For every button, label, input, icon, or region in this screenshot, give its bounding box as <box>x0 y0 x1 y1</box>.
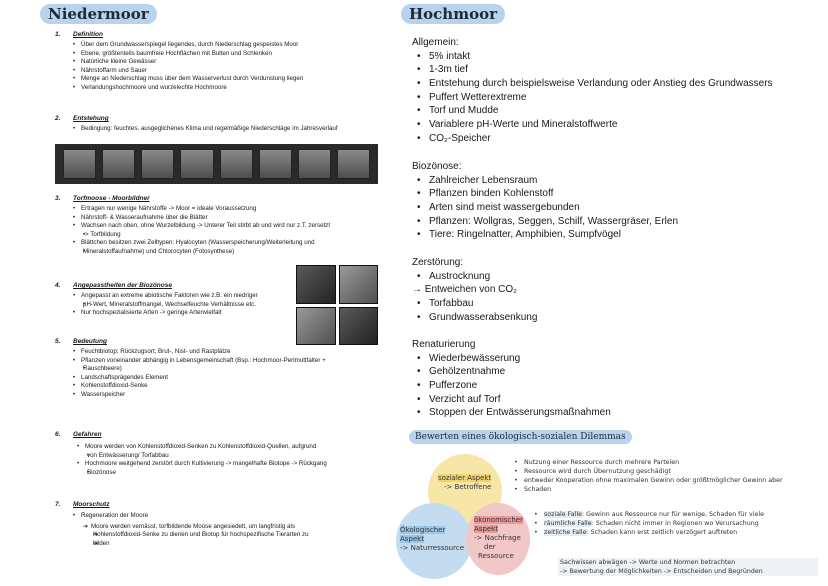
list-item: • 1-3m tief <box>417 63 812 77</box>
formation-stage-image <box>220 149 253 179</box>
list-item: • Arten sind meist wassergebunden <box>417 201 812 215</box>
list-item: • Torf und Mudde <box>417 104 812 118</box>
section-bedeutung <box>55 337 385 400</box>
list-item: • Menge an Niederschlag muss über dem Wasserverlust durch Verdunstung liegen <box>73 75 385 84</box>
list-item: • Grundwasserabsenkung <box>417 311 812 325</box>
list-item: • Variablere pH-Werte und Mineralstoffwerte <box>417 118 812 132</box>
moor-species-photo-grid <box>296 265 378 345</box>
summary-line-1: Sachwissen abwägen -> Werte und Normen betrachten <box>560 559 736 566</box>
list-item: • Torfabbau <box>417 297 812 311</box>
dilemma-fallen <box>534 510 824 537</box>
species-photo <box>296 265 336 304</box>
renaturierung-block <box>412 338 812 420</box>
formation-stage-image <box>298 149 331 179</box>
list-item: • Feuchtbiotop; Rückzugsort; Brut-, Nist- und Rastplätze <box>73 348 385 357</box>
dilemma-notes <box>514 458 824 494</box>
section-angepasstheiten <box>55 281 295 318</box>
summary-line-2: -> Bewertung der Möglichkeiten -> Entscheiden und Begründen <box>560 568 763 575</box>
list-item: • -> Torfbildung <box>83 231 385 240</box>
section-heading: Definition <box>73 31 103 38</box>
list-item: • Nährstoff- & Wasseraufnahme über die Blätter <box>73 214 385 223</box>
list-item: • Tiere: Ringelnatter, Amphibien, Sumpfvögel <box>417 228 812 242</box>
formation-stage-image <box>63 149 96 179</box>
sozial-label: sozialer Aspekt <box>438 474 492 482</box>
list-item: • Kohlenstoffdioxid-Senke <box>73 382 385 391</box>
falle-key: zeitliche Falle <box>544 529 587 536</box>
moorschutz-arrow-list <box>83 523 385 549</box>
list-item: • Moore werden von Kohlenstoffdioxid-Senken zu Kohlenstoffdioxid-Quellen, aufgrund <box>77 443 385 452</box>
falle-text: : Schaden kann erst zeitlich verzögert auftreten <box>586 529 738 536</box>
section-number: 1. <box>55 31 61 38</box>
list-item: • Verzicht auf Torf <box>417 393 812 407</box>
list-item: • Stoppen der Entwässerungsmaßnahmen <box>417 406 812 420</box>
zerstoerung-list <box>412 270 812 325</box>
falle-text: : Schaden nicht immer in Regionen wo Verursachung <box>591 520 759 527</box>
list-item: • Ebene, größtenteils baumfreie Hochflächen mit Bulten und Schlenken <box>73 50 385 59</box>
torfmoose-list <box>73 205 385 257</box>
bedeutung-list <box>73 348 385 400</box>
formation-stage-image <box>180 149 213 179</box>
biozoenose-block <box>412 160 812 242</box>
section-heading: Torfmoose - Moorbildner <box>73 195 150 202</box>
section-torfmoose <box>55 194 385 257</box>
falle-key: soziale Falle <box>544 511 582 518</box>
oeko-label-1: Ökologischer <box>400 526 446 534</box>
oekon-label-2: Aspekt <box>474 525 498 533</box>
list-item: • Schaden <box>514 485 824 494</box>
list-item: ➔ Moore werden vernässt, torfbildende Moose angesiedelt, um langfristig als <box>83 523 385 532</box>
section-number: 6. <box>55 431 61 438</box>
list-item: ➔ bilden <box>93 540 385 549</box>
moor-formation-image-strip <box>55 144 378 184</box>
moorschutz-list <box>73 512 385 521</box>
biozoenose-heading: Biozönose: <box>412 161 462 172</box>
renaturierung-heading: Renaturierung <box>412 339 476 350</box>
falle-key: räumliche Falle <box>544 520 592 527</box>
section-number: 4. <box>55 282 61 289</box>
oekon-label-1: ökonomischer <box>474 516 523 524</box>
list-item: • Angepasst an extreme abiotische Faktoren wie z.B. ein niedriger <box>73 292 295 301</box>
list-item: ➔ Kohlenstoffdioxid-Senke zu dienen und Biotop für hochspezifische Tierarten zu <box>93 531 385 540</box>
allgemein-block <box>412 36 812 145</box>
section-heading: Angepasstheiten der Biozönose <box>73 282 172 289</box>
section-number: 3. <box>55 195 61 202</box>
renaturierung-list <box>417 352 812 421</box>
list-item: • Nur hochspezialisierte Arten -> geringe Artenvielfalt <box>73 309 295 318</box>
zerstoerung-block <box>412 256 812 324</box>
list-item: • Landschaftsprägendes Element <box>73 374 385 383</box>
list-item: • Ressource wird durch Übernutzung geschädigt <box>514 467 824 476</box>
angepasstheiten-list <box>73 292 295 318</box>
oekon-sub-3: Ressource <box>478 552 514 560</box>
list-item: • Pflanzen voneinander abhängig in Lebensgemeinschaft (Bsp.: Hochmoor-Perlmuttfalter + <box>73 357 385 366</box>
species-photo <box>339 265 379 304</box>
list-item: • 5% intakt <box>417 50 812 64</box>
biozoenose-list <box>417 174 812 243</box>
list-item: • pH-Wert, Mineralstoffmangel, Wechselfeuchte Verhältnisse etc. <box>83 301 295 310</box>
formation-stage-image <box>141 149 174 179</box>
list-item: • Blättchen besitzen zwei Zelltypen: Hyalocyten (Wasserspeicherung/Weiterleitung und <box>73 239 385 248</box>
section-number: 2. <box>55 115 61 122</box>
list-item: • Zahlreicher Lebensraum <box>417 174 812 188</box>
list-item: • Ertragen nur wenige Nährstoffe -> Moor = ideale Voraussetzung <box>73 205 385 214</box>
list-item: • Puffert Wetterextreme <box>417 91 812 105</box>
oekon-sub-1: -> Nachfrage <box>474 534 521 542</box>
oeko-aspect-label <box>400 526 464 553</box>
list-item: → Entweichen von CO₂ <box>412 284 518 296</box>
oeko-sub: -> Naturressource <box>400 544 465 552</box>
section-entstehung <box>55 114 385 134</box>
dilemma-title: Bewerten eines ökologisch-sozialen Dilemmas <box>409 430 632 444</box>
section-heading: Bedeutung <box>73 338 107 345</box>
list-item: • Gehölzentnahme <box>417 365 812 379</box>
list-item <box>534 519 824 528</box>
list-item: • Pflanzen: Wollgras, Seggen, Schilf, Wassergräser, Erlen <box>417 215 812 229</box>
list-item: • Mineralstoffaufnahme) und Chlorocyten (Fotosynthese) <box>83 248 385 257</box>
list-item <box>534 510 824 519</box>
oekon-aspect-label <box>474 516 523 561</box>
list-item: • Bedingung: feuchtes, ausgeglichenes Klima und regelmäßige Niederschläge im Jahresverlauf <box>73 125 385 134</box>
list-item: • Regeneration der Moore <box>73 512 385 521</box>
section-number: 5. <box>55 338 61 345</box>
falle-text: : Gewinn aus Ressource nur für wenige, Schaden für viele <box>581 511 764 518</box>
list-item: • Verlandungshochmoore und wurzelechte Hochmoore <box>73 84 385 93</box>
oekon-sub-2: der <box>484 543 496 551</box>
oeko-label-2: Aspekt <box>400 535 424 543</box>
zerstoerung-heading: Zerstörung: <box>412 257 464 268</box>
dilemma-summary <box>558 558 818 576</box>
list-item: • Wiederbewässerung <box>417 352 812 366</box>
formation-stage-image <box>337 149 370 179</box>
section-gefahren <box>55 430 385 477</box>
hochmoor-title: Hochmoor <box>401 4 505 24</box>
list-item: • Pufferzone <box>417 379 812 393</box>
list-item: • Nutzung einer Ressource durch mehrere Parteien <box>514 458 824 467</box>
list-item: • Nährstoffarm und Sauer <box>73 67 385 76</box>
gefahren-list <box>77 443 385 477</box>
section-moorschutz <box>55 500 385 548</box>
list-item: • Wachsen nach oben, ohne Wurzelbildung -> Unterer Teil stirbt ab und wird nur z.T. zersetzt <box>73 222 385 231</box>
list-item: • Entstehung durch beispielsweise Verlandung oder Anstieg des Grundwassers <box>417 77 812 91</box>
niedermoor-title: Niedermoor <box>40 4 157 24</box>
entstehung-list <box>73 125 385 134</box>
allgemein-heading: Allgemein: <box>412 37 459 48</box>
list-item: • Natürliche kleine Gewässer <box>73 58 385 67</box>
list-item: • Rauschbeere) <box>83 365 385 374</box>
list-item: • Austrocknung <box>417 270 812 284</box>
list-item: • CO₂-Speicher <box>417 132 812 146</box>
allgemein-list <box>417 50 812 146</box>
section-number: 7. <box>55 501 61 508</box>
section-heading: Gefahren <box>73 431 102 438</box>
list-item: • von Entwässerung/ Torfabbau <box>87 452 385 461</box>
section-heading: Entstehung <box>73 115 109 122</box>
list-item: • Biozönose <box>87 469 385 478</box>
formation-stage-image <box>102 149 135 179</box>
list-item <box>534 528 824 537</box>
list-item: • Wasserspeicher <box>73 391 385 400</box>
list-item: • Über dem Grundwasserspiegel liegendes, durch Niederschlag gespeistes Moor <box>73 41 385 50</box>
list-item: • entweder Kooperation ohne maximalen Gewinn oder größtmöglicher Gewinn aber <box>514 476 824 485</box>
list-item: • Hochmoore weitgehend zerstört durch Kultivierung -> mangelhafte Biotope -> Rückgang <box>77 460 385 469</box>
formation-stage-image <box>259 149 292 179</box>
section-heading: Moorschutz <box>73 501 110 508</box>
definition-list <box>73 41 385 93</box>
sozial-sub: -> Betroffene <box>444 483 492 491</box>
sozial-aspect-label <box>438 474 491 492</box>
section-definition <box>55 30 385 93</box>
list-item: • Pflanzen binden Kohlenstoff <box>417 187 812 201</box>
